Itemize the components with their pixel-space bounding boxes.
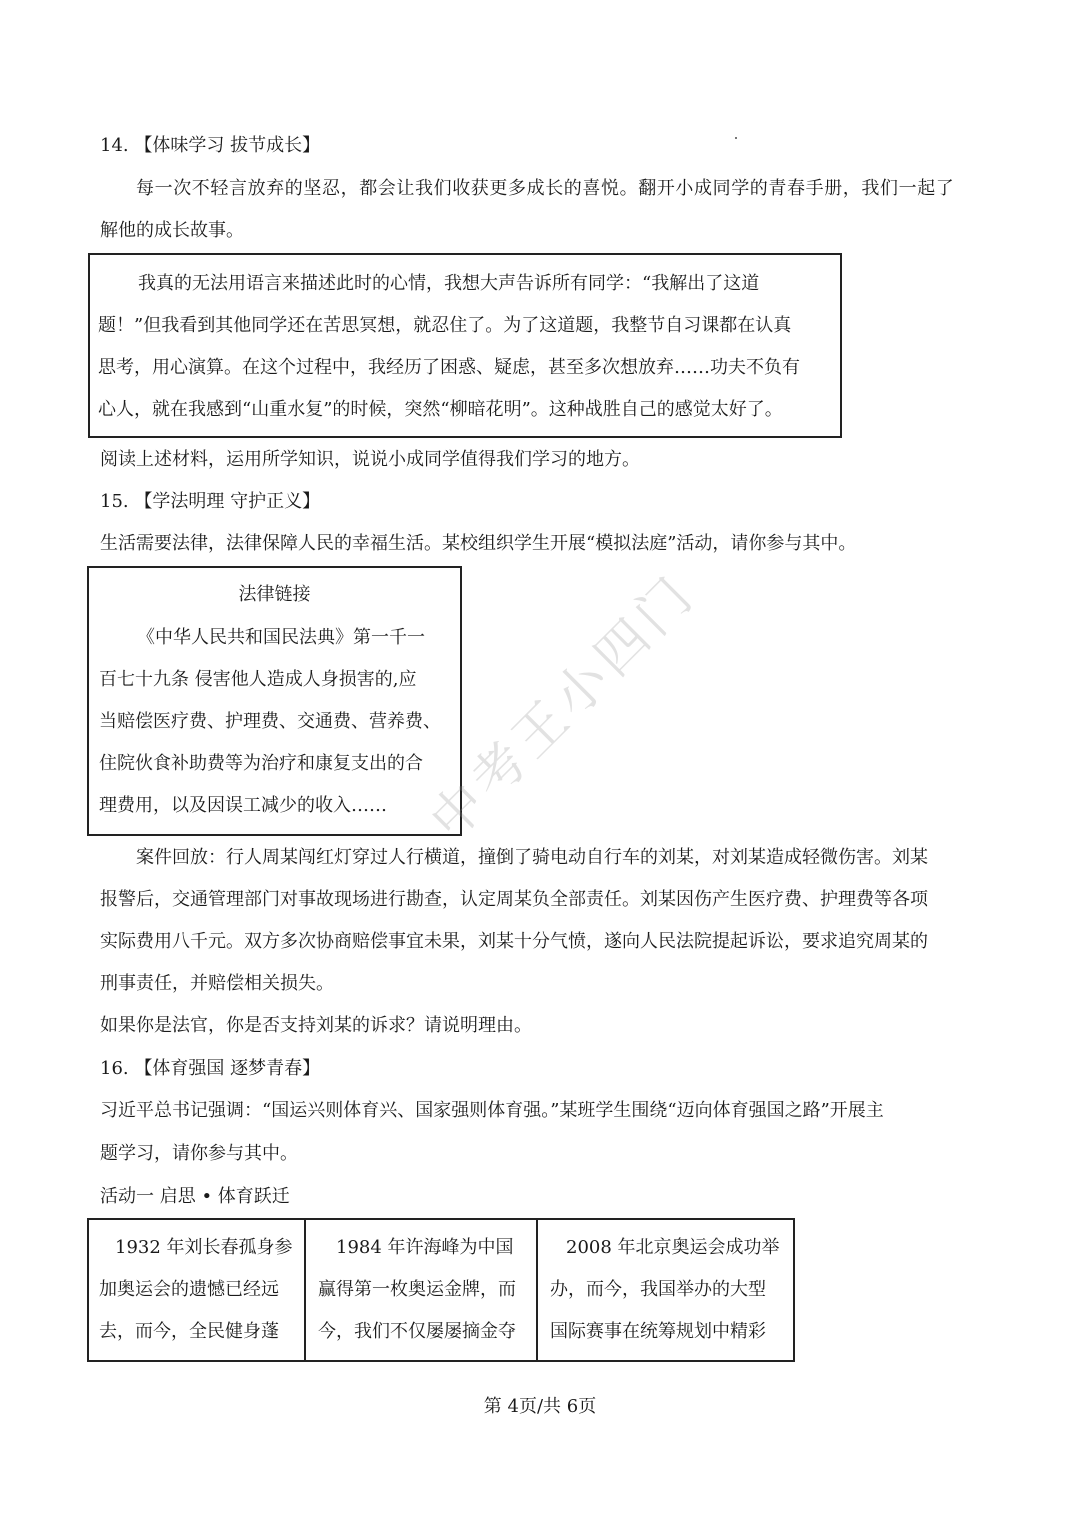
q15-intro: 生活需要法律，法律保障人民的幸福生活。某校组织学生开展“模拟法庭”活动，请你参与其中。	[100, 533, 857, 554]
q16-intro-line2: 题学习，请你参与其中。	[100, 1143, 298, 1164]
page-footer: 第 4页/共 6页	[483, 1396, 597, 1417]
cell-line: 今，我们不仅屡屡摘金夺	[318, 1321, 516, 1342]
q16-intro-line1: 习近平总书记强调：“国运兴则体育兴、国家强则体育强。”某班学生围绕“迈向体育强国之路”开展主	[100, 1100, 884, 1121]
cell-line: 国际赛事在统筹规划中精彩	[550, 1321, 766, 1342]
law-line3: 当赔偿医疗费、护理费、交通费、营养费、	[99, 711, 441, 732]
q14-intro-line1: 每一次不轻言放弃的坚忍，都会让我们收获更多成长的喜悦。翻开小成同学的青春手册，我们一起了	[136, 178, 955, 199]
q14-intro-line2: 解他的成长故事。	[100, 220, 244, 241]
cell-line: 2008 年北京奥运会成功举	[566, 1237, 780, 1258]
cell-line: 1984 年许海峰为中国	[336, 1237, 514, 1258]
q16-heading: 16. 【体育强国 逐梦青春】	[100, 1058, 321, 1079]
case-line1: 案件回放：行人周某闯红灯穿过人行横道，撞倒了骑电动自行车的刘某，对刘某造成轻微伤害。刘某	[136, 847, 928, 868]
q15-question: 如果你是法官，你是否支持刘某的诉求？请说明理由。	[100, 1015, 532, 1036]
q14-diary-box	[88, 253, 842, 438]
diary-line3: 思考，用心演算。在这个过程中，我经历了困惑、疑虑，甚至多次想放弃……功夫不负有	[98, 357, 800, 378]
cell-line: 赢得第一枚奥运金牌，而	[318, 1279, 516, 1300]
q14-heading: 14. 【体味学习 拔节成长】	[100, 135, 321, 156]
diary-line4: 心人，就在我感到“山重水复”的时候，突然“柳暗花明”。这种战胜自己的感觉太好了。	[98, 399, 783, 420]
case-line3: 实际费用八千元。双方多次协商赔偿事宜未果，刘某十分气愤，遂向人民法院提起诉讼，要求追究周某的	[100, 931, 928, 952]
case-line2: 报警后，交通管理部门对事故现场进行勘查，认定周某负全部责任。刘某因伤产生医疗费、护理费等各项	[100, 889, 928, 910]
activity-one-title: 活动一 启思 • 体育跃迁	[100, 1186, 290, 1207]
table-cell-1984	[306, 1220, 538, 1360]
diary-line2: 题！”但我看到其他同学还在苦思冥想，就忍住了。为了这道题，我整节自习课都在认真	[98, 315, 792, 336]
q14-question: 阅读上述材料，运用所学知识，说说小成同学值得我们学习的地方。	[100, 449, 640, 470]
law-line1: 《中华人民共和国民法典》第一千一	[137, 627, 425, 648]
law-box-title: 法律链接	[238, 584, 311, 605]
law-line5: 理费用，以及因误工减少的收入……	[99, 795, 387, 816]
table-cell-1932	[89, 1220, 306, 1360]
sports-history-table	[87, 1218, 795, 1362]
watermark: 中考王小四门	[419, 563, 708, 852]
case-line4: 刑事责任，并赔偿相关损失。	[100, 973, 334, 994]
law-line2: 百七十九条 侵害他人造成人身损害的,应	[99, 669, 417, 690]
diary-line1: 我真的无法用语言来描述此时的心情，我想大声告诉所有同学：“我解出了这道	[138, 273, 760, 294]
table-cell-2008	[538, 1220, 793, 1360]
cell-line: 去，而今，全民健身蓬	[99, 1321, 279, 1342]
law-line4: 住院伙食补助费等为治疗和康复支出的合	[99, 753, 423, 774]
cell-line: 办，而今，我国举办的大型	[550, 1279, 766, 1300]
speck	[735, 137, 737, 139]
law-link-box	[87, 566, 462, 836]
cell-line: 加奥运会的遗憾已经远	[99, 1279, 279, 1300]
cell-line: 1932 年刘长春孤身参	[115, 1237, 293, 1258]
q15-heading: 15. 【学法明理 守护正义】	[100, 491, 321, 512]
